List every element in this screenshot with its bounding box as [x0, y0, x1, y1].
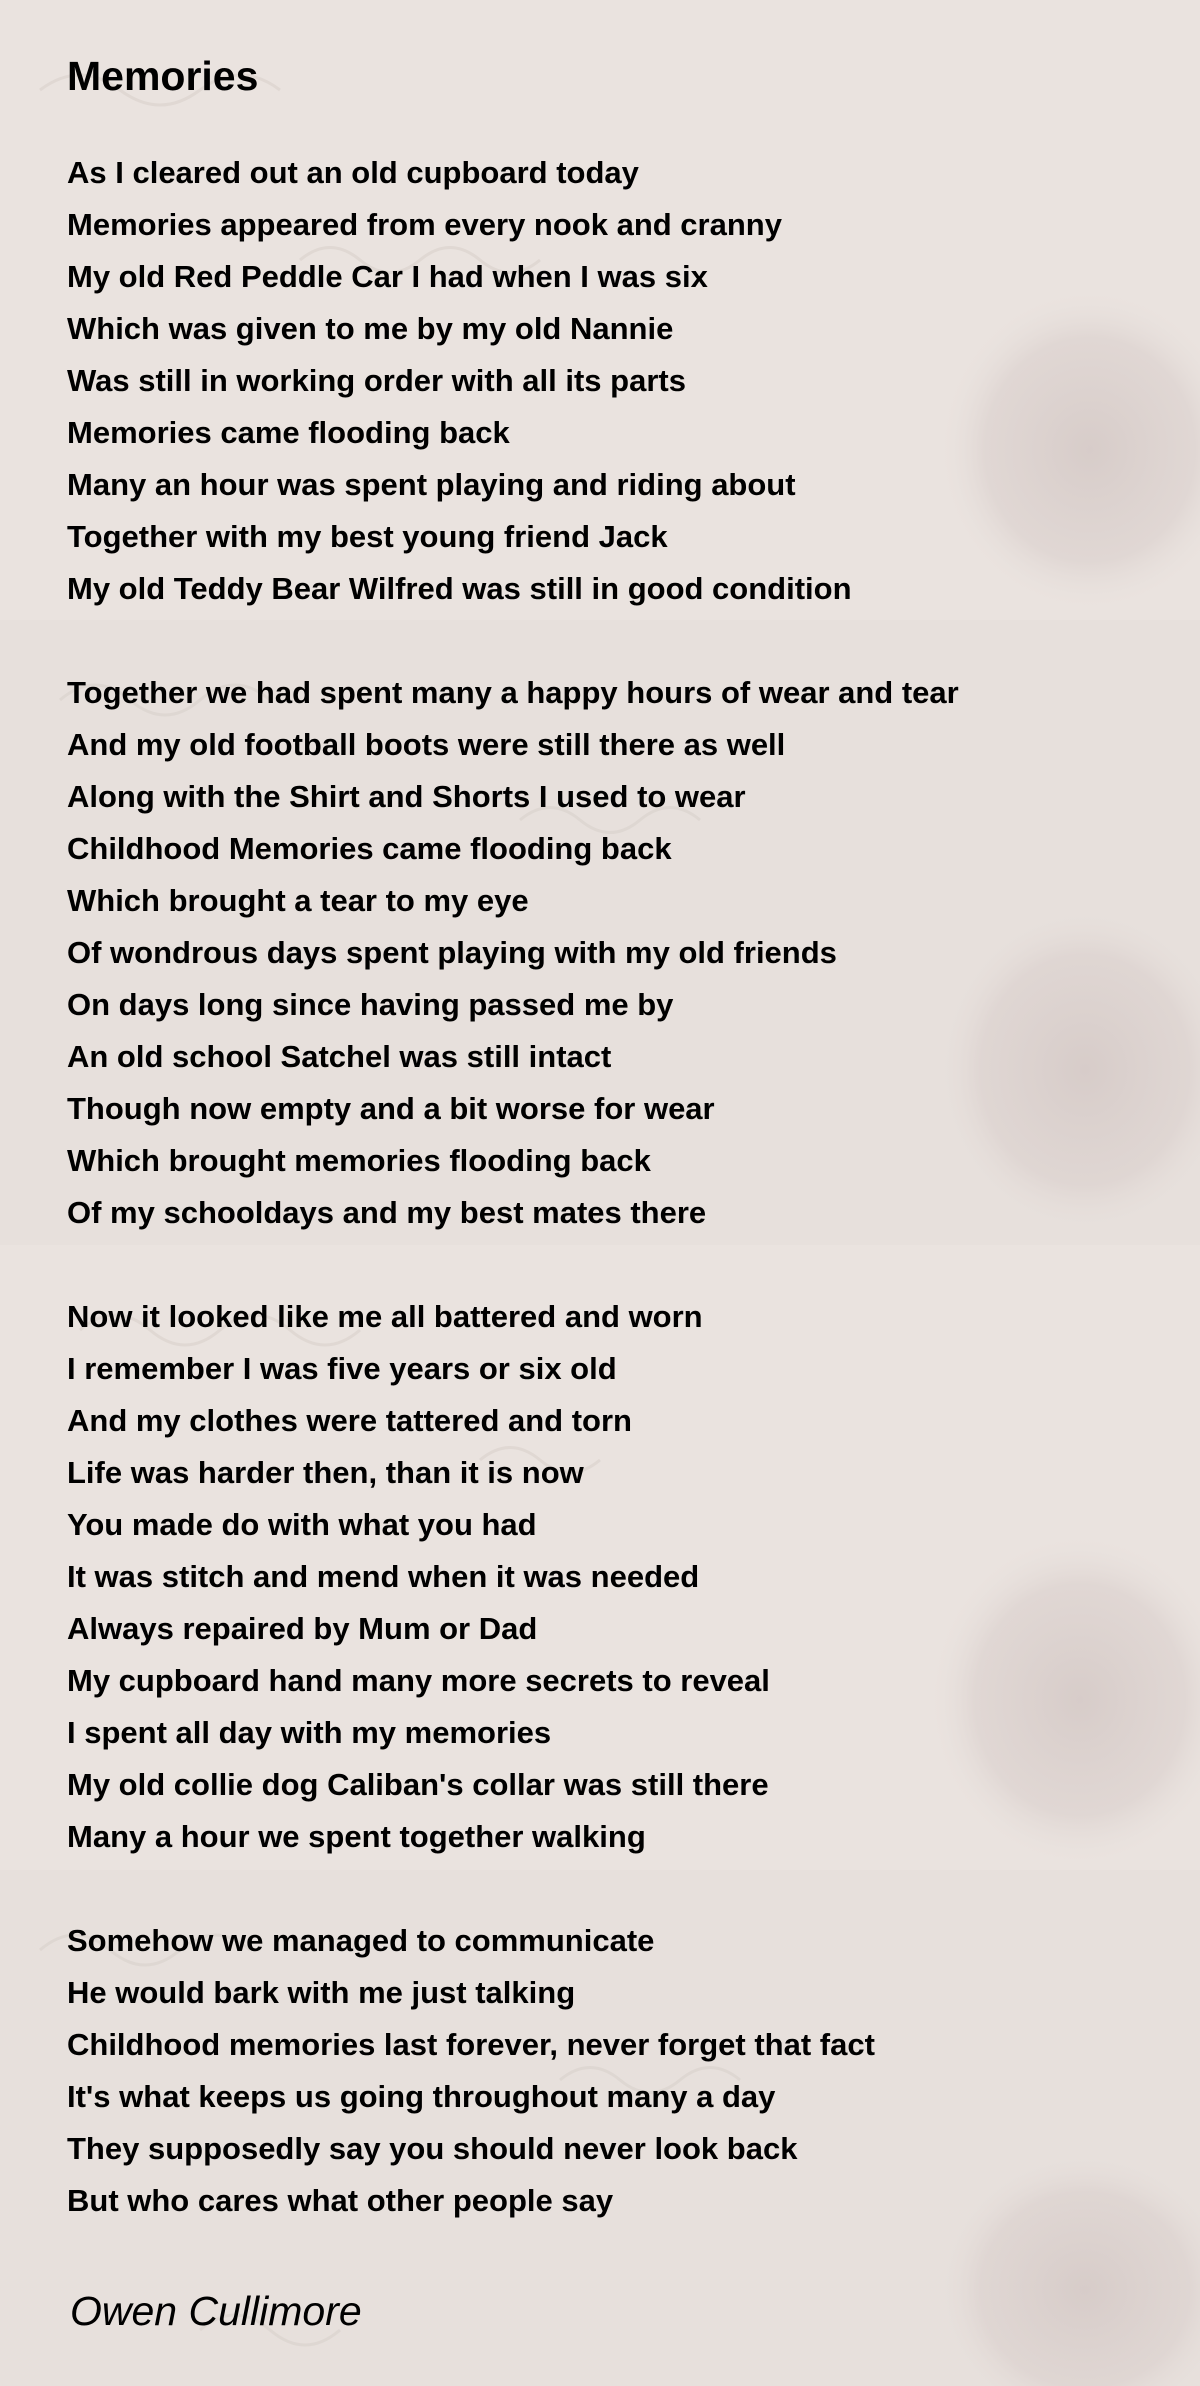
poem-line: It's what keeps us going throughout many a day	[67, 2079, 776, 2114]
poem-line: Along with the Shirt and Shorts I used to wear	[67, 779, 746, 814]
poem-line: Which brought a tear to my eye	[67, 883, 529, 918]
poem-line: My old collie dog Caliban's collar was still there	[67, 1767, 769, 1802]
poem-line: Together with my best young friend Jack	[67, 519, 668, 554]
poem-line: Though now empty and a bit worse for wear	[67, 1091, 715, 1126]
poem-line: I spent all day with my memories	[67, 1715, 552, 1750]
poem-line: It was stitch and mend when it was needed	[67, 1559, 700, 1594]
poem-line: Together we had spent many a happy hours of wear and tear	[67, 675, 959, 710]
poem-line: Now it looked like me all battered and worn	[67, 1299, 703, 1334]
poem-line: Of wondrous days spent playing with my old friends	[67, 935, 837, 970]
poem-line: Of my schooldays and my best mates there	[67, 1195, 707, 1230]
stanza-1	[67, 147, 1167, 615]
poem-line: Childhood Memories came flooding back	[67, 831, 672, 866]
poem-line: As I cleared out an old cupboard today	[67, 155, 639, 190]
poem-line: Somehow we managed to communicate	[67, 1923, 655, 1958]
poem-line: Memories came flooding back	[67, 415, 510, 450]
poem-line: They supposedly say you should never look back	[67, 2131, 798, 2166]
poem-line: You made do with what you had	[67, 1507, 537, 1542]
poem-line: Which was given to me by my old Nannie	[67, 311, 674, 346]
poem-line: And my old football boots were still there as well	[67, 727, 786, 762]
poem-line: My old Red Peddle Car I had when I was six	[67, 259, 708, 294]
stanza-3	[67, 1291, 1167, 1863]
poem-line: Many a hour we spent together walking	[67, 1819, 646, 1854]
poem-line: Childhood memories last forever, never forget that fact	[67, 2027, 875, 2062]
poem-line: My cupboard hand many more secrets to reveal	[67, 1663, 770, 1698]
stanza-4	[67, 1915, 1167, 2227]
poem-line: Life was harder then, than it is now	[67, 1455, 584, 1490]
poem-line: On days long since having passed me by	[67, 987, 674, 1022]
poem-line: But who cares what other people say	[67, 2183, 614, 2218]
poem-line: Many an hour was spent playing and riding about	[67, 467, 796, 502]
poem-author: Owen Cullimore	[70, 2288, 362, 2334]
poem-line: I remember I was five years or six old	[67, 1351, 617, 1386]
poem-line: Was still in working order with all its parts	[67, 363, 686, 398]
poem-line: An old school Satchel was still intact	[67, 1039, 612, 1074]
stanza-2	[67, 667, 1167, 1239]
poem-line: Which brought memories flooding back	[67, 1143, 651, 1178]
poem-line: And my clothes were tattered and torn	[67, 1403, 632, 1438]
poem-line: He would bark with me just talking	[67, 1975, 576, 2010]
poem-line: Always repaired by Mum or Dad	[67, 1611, 538, 1646]
poem-line: My old Teddy Bear Wilfred was still in good condition	[67, 571, 852, 606]
poem-line: Memories appeared from every nook and cranny	[67, 207, 782, 242]
poem-container	[67, 50, 1167, 2337]
poem-title: Memories	[67, 53, 259, 99]
